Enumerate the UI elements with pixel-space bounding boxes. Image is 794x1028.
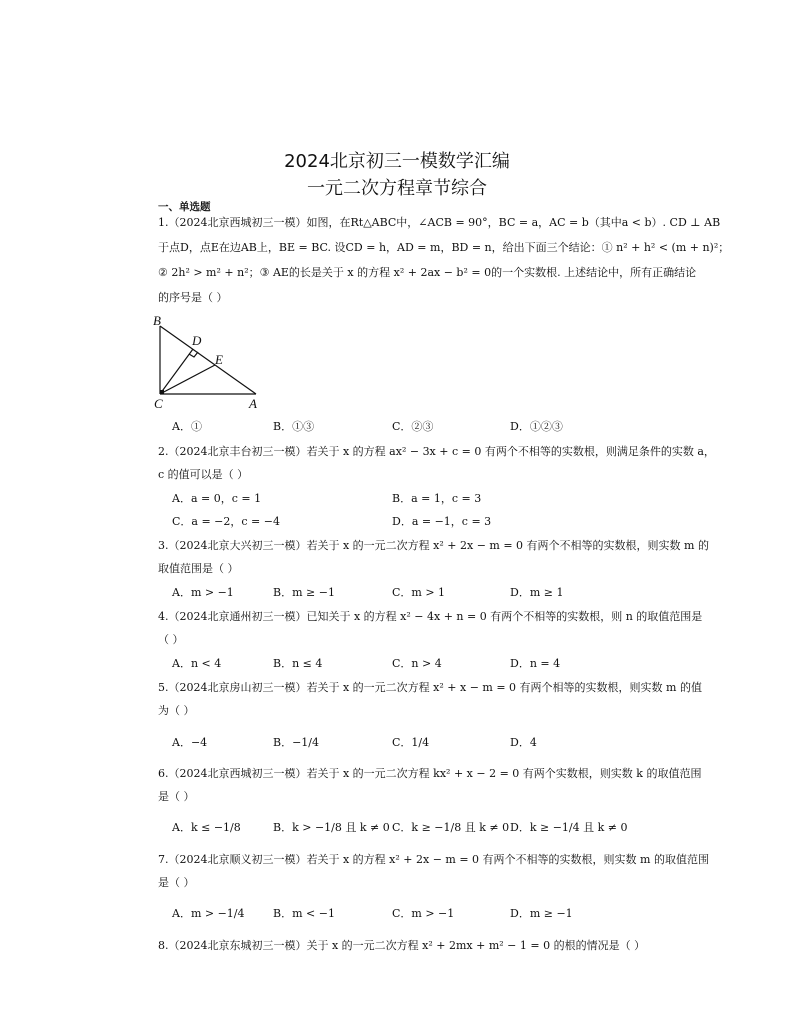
question-6-line-1: 6.（2024北京西城初三一模）若关于 x 的一元二次方程 kx² + x − 2 = 0 有两个实数根，则实数 k 的取值范围 [158, 767, 702, 780]
q7-option-b[interactable]: B．m < −1 [273, 907, 335, 920]
q4-option-b[interactable]: B．n ≤ 4 [273, 657, 323, 670]
q7-option-d[interactable]: D．m ≥ −1 [510, 907, 573, 920]
question-6-line-2: 是（ ） [158, 790, 195, 803]
page-title: 2024北京初三一模数学汇编 [284, 151, 510, 172]
question-2-line-1: 2.（2024北京丰台初三一模）若关于 x 的方程 ax² − 3x + c = 0 有两个不相等的实数根，则满足条件的实数 a， [158, 445, 715, 458]
question-1-line-3: ② 2h² > m² + n²；③ AE的长是关于 x 的方程 x² + 2ax − b² = 0的一个实数根. 上述结论中，所有正确结论 [158, 266, 697, 279]
q2-option-b[interactable]: B．a = 1，c = 3 [392, 492, 482, 505]
q3-option-b[interactable]: B．m ≥ −1 [273, 586, 335, 599]
q3-option-c[interactable]: C．m > 1 [392, 586, 446, 599]
q3-option-d[interactable]: D．m ≥ 1 [510, 586, 564, 599]
segment-ab [160, 326, 256, 394]
q1-option-b[interactable]: B．①③ [273, 420, 315, 433]
q6-option-c[interactable]: C．k ≥ −1/8 且 k ≠ 0 [392, 821, 510, 834]
question-7-line-2: 是（ ） [158, 876, 195, 889]
question-5-line-2: 为（ ） [158, 704, 195, 717]
q6-option-d[interactable]: D．k ≥ −1/4 且 k ≠ 0 [510, 821, 628, 834]
question-5-line-1: 5.（2024北京房山初三一模）若关于 x 的一元二次方程 x² + x − m = 0 有两个相等的实数根，则实数 m 的值 [158, 681, 702, 694]
q1-option-d[interactable]: D．①②③ [510, 420, 563, 433]
question-3-line-2: 取值范围是（ ） [158, 562, 239, 575]
q5-option-b[interactable]: B．−1/4 [273, 736, 320, 749]
question-4-line-2: （ ） [158, 633, 184, 646]
question-4-line-1: 4.（2024北京通州初三一模）已知关于 x 的方程 x² − 4x + n = 0 有两个不相等的实数根，则 n 的取值范围是 [158, 610, 703, 623]
q2-option-c[interactable]: C．a = −2，c = −4 [172, 515, 280, 528]
label-b: B [153, 314, 161, 328]
label-c: C [154, 396, 163, 410]
section-label: 一、单选题 [158, 201, 211, 213]
segment-cd [160, 349, 193, 394]
q3-option-a[interactable]: A．m > −1 [172, 586, 234, 599]
q2-option-d[interactable]: D．a = −1，c = 3 [392, 515, 492, 528]
question-1-line-4: 的序号是（ ） [158, 291, 228, 304]
q2-option-a[interactable]: A．a = 0，c = 1 [172, 492, 262, 505]
question-8-line-1: 8.（2024北京东城初三一模）关于 x 的一元二次方程 x² + 2mx + m² − 1 = 0 的根的情况是（ ） [158, 939, 646, 952]
q6-option-a[interactable]: A．k ≤ −1/8 [172, 821, 241, 834]
q6-option-b[interactable]: B．k > −1/8 且 k ≠ 0 [273, 821, 390, 834]
q4-option-d[interactable]: D．n = 4 [510, 657, 561, 670]
q7-option-a[interactable]: A．m > −1/4 [172, 907, 245, 920]
q4-option-a[interactable]: A．n < 4 [172, 657, 222, 670]
q1-option-c[interactable]: C．②③ [392, 420, 434, 433]
q4-option-c[interactable]: C．n > 4 [392, 657, 442, 670]
label-a: A [249, 396, 257, 410]
q5-option-a[interactable]: A．−4 [172, 736, 208, 749]
q7-option-c[interactable]: C．m > −1 [392, 907, 455, 920]
right-angle-mark-c [160, 390, 164, 394]
question-1-line-2: 于点D，点E在边AB上，BE = BC. 设CD = h，AD = m，BD = n，给出下面三个结论：① n² + h² < (m + n)²； [158, 241, 730, 254]
label-d: D [192, 333, 202, 348]
question-2-line-2: c 的值可以是（ ） [158, 468, 249, 481]
q5-option-c[interactable]: C．1/4 [392, 736, 430, 749]
question-7-line-1: 7.（2024北京顺义初三一模）若关于 x 的方程 x² + 2x − m = 0 有两个不相等的实数根，则实数 m 的取值范围 [158, 853, 709, 866]
segment-ce [160, 365, 215, 394]
question-3-line-1: 3.（2024北京大兴初三一模）若关于 x 的一元二次方程 x² + 2x − m = 0 有两个不相等的实数根，则实数 m 的 [158, 539, 709, 552]
q5-option-d[interactable]: D．4 [510, 736, 537, 749]
triangle-figure [152, 314, 264, 410]
label-e: E [215, 352, 223, 367]
page-subtitle: 一元二次方程章节综合 [307, 178, 487, 199]
q1-option-a[interactable]: A．① [172, 420, 202, 433]
question-1-line-1: 1.（2024北京西城初三一模）如图，在Rt△ABC中，∠ACB = 90°，BC = a，AC = b（其中a < b）. CD ⊥ AB [158, 216, 721, 229]
